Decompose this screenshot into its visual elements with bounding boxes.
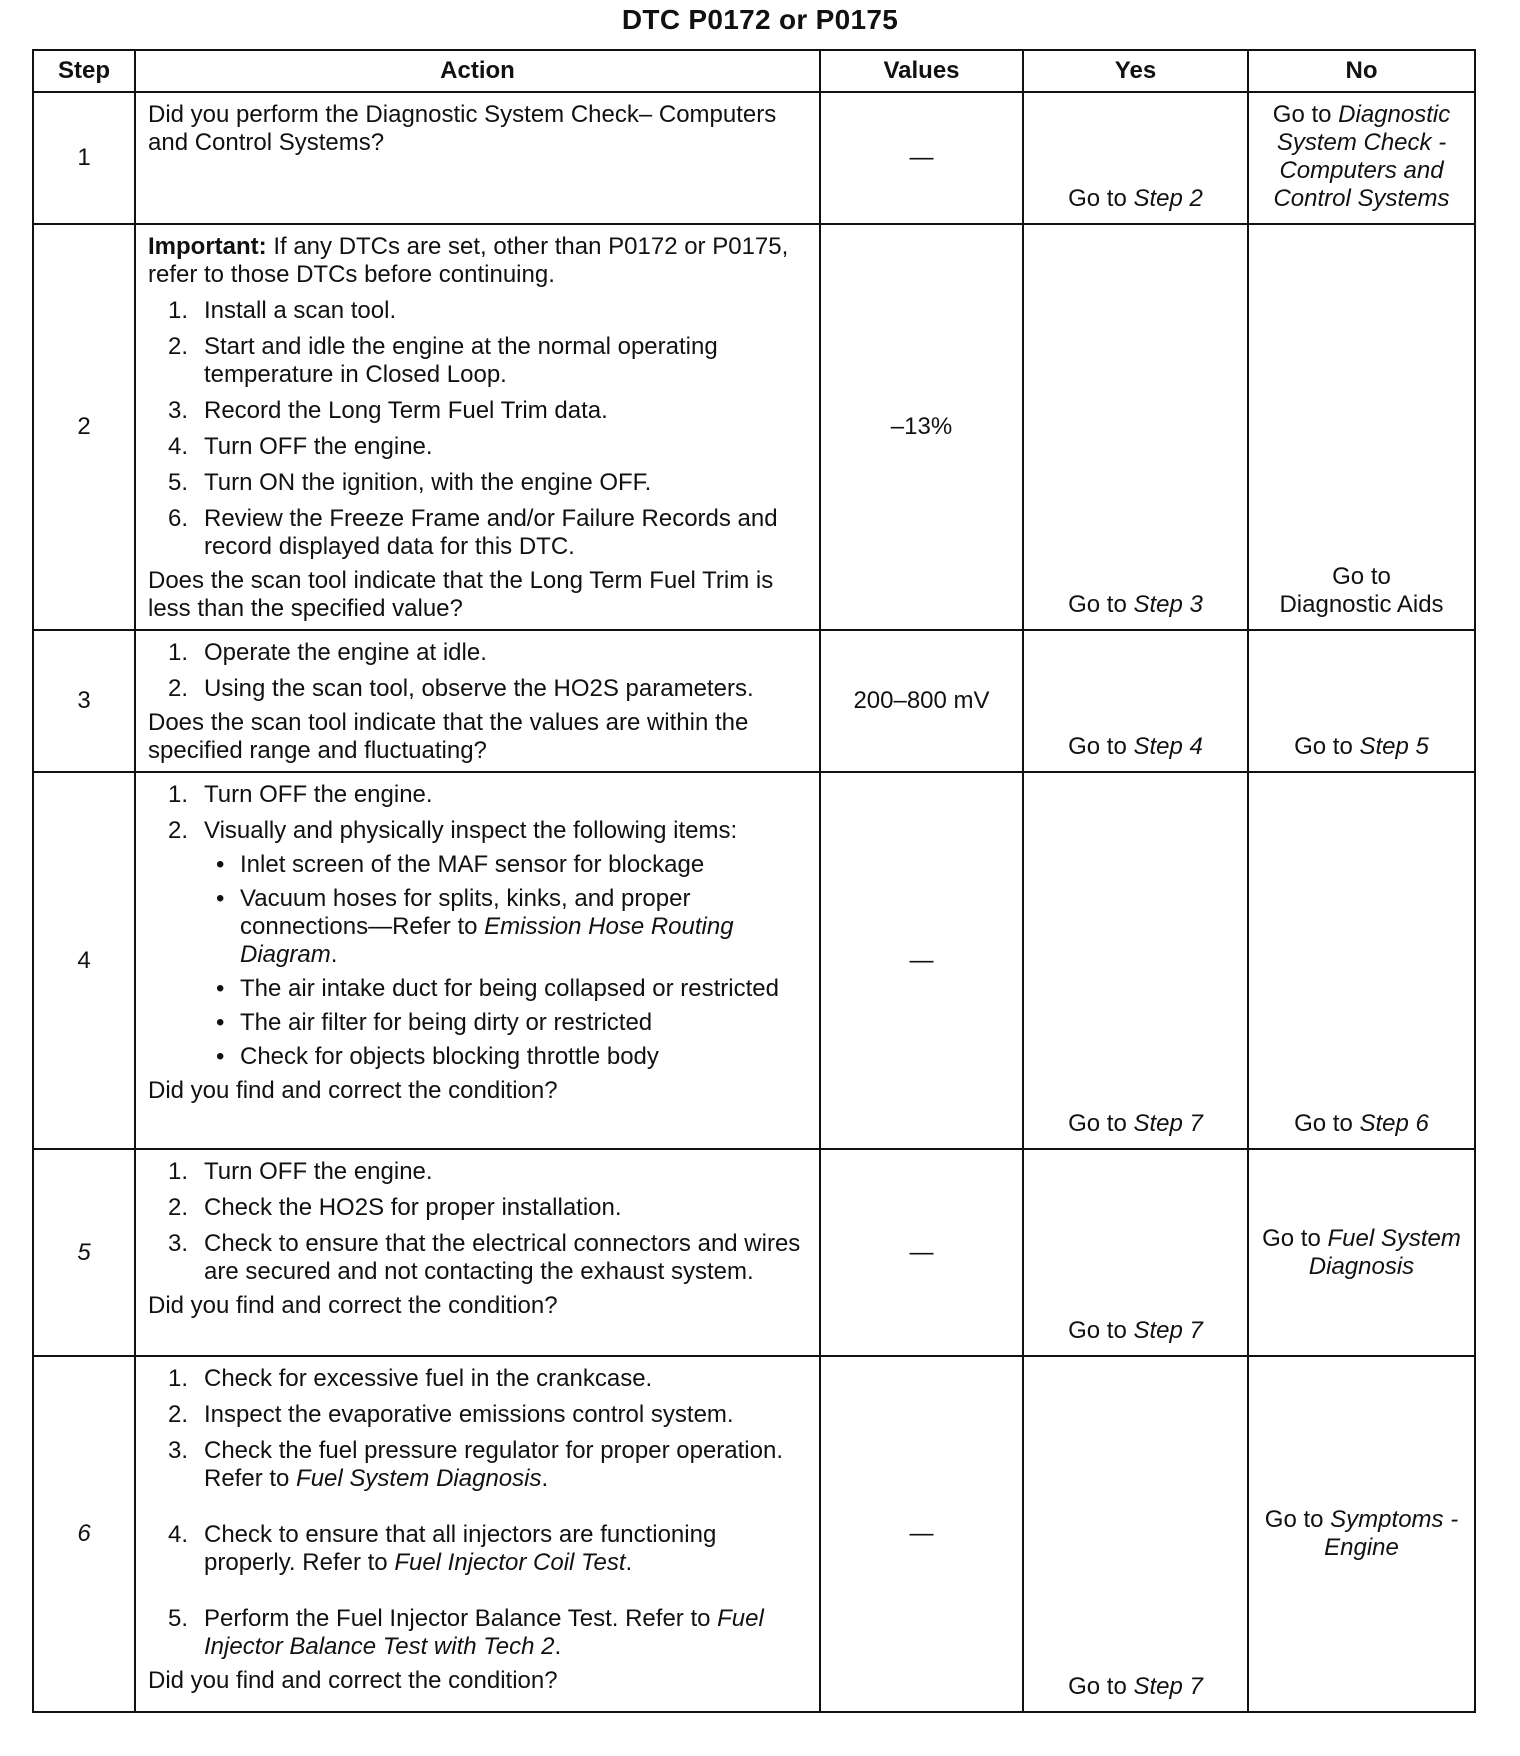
yes-link[interactable]: Step 7 bbox=[1133, 1317, 1203, 1344]
table-row bbox=[33, 224, 1475, 630]
no-link[interactable]: Diagnostic Aids bbox=[1279, 591, 1444, 618]
no-link[interactable]: Fuel System Diagnosis bbox=[1308, 1224, 1461, 1280]
no-line-1: Go to bbox=[1332, 563, 1391, 590]
list-text: Turn ON the ignition, with the engine OFF. bbox=[204, 469, 652, 496]
action-cell bbox=[135, 630, 820, 772]
yes-prefix: Go to bbox=[1068, 591, 1134, 618]
no-prefix: Go to bbox=[1294, 733, 1360, 760]
action-cell bbox=[135, 1356, 820, 1712]
no-prefix: Go to bbox=[1262, 1224, 1328, 1252]
bullet-text: The air intake duct for being collapsed or restricted bbox=[240, 975, 779, 1002]
action-question: Did you perform the Diagnostic System Check– Computers and Control Systems? bbox=[148, 101, 777, 156]
list-number: 4. bbox=[168, 433, 189, 460]
table-row bbox=[33, 1149, 1475, 1356]
procedure-list bbox=[148, 1365, 809, 1661]
list-text: Install a scan tool. bbox=[204, 297, 397, 324]
important-text: If any DTCs are set, other than P0172 or P0175, refer to those DTCs before continuing. bbox=[148, 233, 789, 288]
list-number: 2. bbox=[168, 1401, 189, 1428]
list-item bbox=[148, 433, 809, 461]
bullet-item: • The air filter for being dirty or restricted bbox=[216, 1009, 653, 1036]
step-number: 5 bbox=[33, 1149, 135, 1356]
no-prefix: Go to bbox=[1264, 1506, 1331, 1533]
procedure-list bbox=[148, 1158, 809, 1286]
yes-link[interactable]: Step 2 bbox=[1133, 185, 1203, 212]
list-number: 6. bbox=[168, 505, 189, 532]
action-question: Did you find and correct the condition? bbox=[148, 1667, 558, 1694]
bullet-text: Check for objects blocking throttle body bbox=[240, 1043, 659, 1070]
list-number: 5. bbox=[168, 1605, 189, 1632]
list-text: Check the HO2S for proper installation. bbox=[204, 1194, 622, 1221]
list-text-end: . bbox=[541, 1465, 549, 1492]
yes-prefix: Go to bbox=[1068, 185, 1134, 212]
step-number: 1 bbox=[33, 92, 135, 224]
list-item bbox=[148, 1158, 809, 1186]
yes-cell bbox=[1023, 1149, 1248, 1356]
list-link[interactable]: Fuel System Diagnosis bbox=[296, 1465, 542, 1492]
list-text-end: . bbox=[554, 1633, 562, 1660]
no-cell bbox=[1248, 630, 1475, 772]
action-cell bbox=[135, 772, 820, 1149]
list-number: 1. bbox=[168, 1365, 189, 1392]
list-item bbox=[148, 781, 809, 809]
value-cell: — bbox=[820, 92, 1023, 224]
list-number: 2. bbox=[168, 1194, 189, 1221]
no-prefix: Go to bbox=[1294, 1110, 1360, 1137]
bullet-text: Inlet screen of the MAF sensor for blockage bbox=[240, 851, 705, 878]
header-step: Step bbox=[33, 50, 135, 92]
action-question: Did you find and correct the condition? bbox=[148, 1292, 558, 1319]
bullet-item: • Inlet screen of the MAF sensor for blockage bbox=[216, 851, 705, 878]
list-item bbox=[148, 297, 809, 325]
bullet-text: The air filter for being dirty or restricted bbox=[240, 1009, 653, 1036]
list-number: 4. bbox=[168, 1521, 189, 1548]
table-row bbox=[33, 92, 1475, 224]
no-cell bbox=[1248, 92, 1475, 224]
bullet-item: • Check for objects blocking throttle body bbox=[216, 1043, 659, 1070]
list-item bbox=[148, 675, 809, 703]
action-cell bbox=[135, 224, 820, 630]
list-text: Check the fuel pressure regulator for proper operation. Refer to bbox=[204, 1437, 783, 1492]
no-cell bbox=[1248, 224, 1475, 630]
no-link[interactable]: Step 6 bbox=[1359, 1110, 1429, 1137]
list-number: 1. bbox=[168, 639, 189, 666]
procedure-list bbox=[148, 297, 809, 561]
page-title: DTC P0172 or P0175 bbox=[621, 4, 899, 35]
list-item bbox=[148, 639, 809, 667]
list-text: Perform the Fuel Injector Balance Test. Refer to bbox=[204, 1605, 718, 1632]
yes-prefix: Go to bbox=[1068, 1317, 1134, 1344]
list-number: 3. bbox=[168, 397, 189, 424]
yes-link[interactable]: Step 4 bbox=[1133, 733, 1203, 760]
yes-cell bbox=[1023, 224, 1248, 630]
diagnostic-table bbox=[32, 49, 1476, 1713]
yes-prefix: Go to bbox=[1068, 1673, 1134, 1700]
list-link[interactable]: Fuel Injector Coil Test bbox=[394, 1549, 626, 1576]
list-text: Inspect the evaporative emissions control system. bbox=[204, 1401, 734, 1428]
yes-link[interactable]: Step 7 bbox=[1133, 1673, 1203, 1700]
list-link[interactable]: Fuel Injector Balance Test with Tech 2 bbox=[204, 1605, 764, 1660]
yes-prefix: Go to bbox=[1068, 733, 1134, 760]
table-header-row bbox=[33, 50, 1475, 92]
header-action: Action bbox=[135, 50, 820, 92]
list-item bbox=[148, 469, 809, 497]
list-number: 1. bbox=[168, 781, 189, 808]
procedure-list bbox=[148, 639, 809, 703]
list-text: Check for excessive fuel in the crankcase. bbox=[204, 1365, 653, 1392]
list-item bbox=[148, 1437, 809, 1493]
list-number: 1. bbox=[168, 1158, 189, 1185]
value-cell: –13% bbox=[820, 224, 1023, 630]
no-link[interactable]: Symptoms - Engine bbox=[1324, 1506, 1459, 1561]
yes-cell bbox=[1023, 772, 1248, 1149]
list-item bbox=[148, 817, 809, 1071]
no-cell bbox=[1248, 1149, 1475, 1356]
list-item bbox=[148, 1521, 809, 1577]
list-item bbox=[148, 1194, 809, 1222]
header-yes: Yes bbox=[1023, 50, 1248, 92]
list-text: Check to ensure that the electrical connectors and wires are secured and not contacting the exhaust system. bbox=[204, 1230, 801, 1285]
important-note bbox=[148, 233, 809, 289]
no-cell bbox=[1248, 1356, 1475, 1712]
list-text: Turn OFF the engine. bbox=[204, 1158, 433, 1185]
list-item bbox=[148, 1365, 809, 1393]
yes-cell bbox=[1023, 630, 1248, 772]
yes-cell bbox=[1023, 1356, 1248, 1712]
list-text: Using the scan tool, observe the HO2S parameters. bbox=[204, 675, 754, 702]
yes-cell bbox=[1023, 92, 1248, 224]
action-question: Did you find and correct the condition? bbox=[148, 1077, 558, 1104]
no-link[interactable]: Diagnostic System Check - Computers and Control Systems bbox=[1273, 101, 1451, 212]
list-text: Review the Freeze Frame and/or Failure Records and record displayed data for this DTC. bbox=[204, 505, 778, 560]
value-cell: — bbox=[820, 772, 1023, 1149]
no-cell bbox=[1248, 772, 1475, 1149]
yes-link[interactable]: Step 3 bbox=[1133, 591, 1203, 618]
list-item bbox=[148, 1605, 809, 1661]
procedure-list bbox=[148, 781, 809, 1071]
list-text-end: . bbox=[625, 1549, 633, 1576]
list-item bbox=[148, 1401, 809, 1429]
list-item bbox=[148, 397, 809, 425]
step-number: 2 bbox=[33, 224, 135, 630]
header-no: No bbox=[1248, 50, 1475, 92]
list-text: Turn OFF the engine. bbox=[204, 781, 433, 808]
list-number: 2. bbox=[168, 675, 189, 702]
list-text: Start and idle the engine at the normal operating temperature in Closed Loop. bbox=[204, 333, 718, 388]
value-cell: — bbox=[820, 1356, 1023, 1712]
bullet-text: Vacuum hoses for splits, kinks, and proper connections—Refer to bbox=[240, 885, 691, 940]
table-row bbox=[33, 1356, 1475, 1712]
step-number: 3 bbox=[33, 630, 135, 772]
list-text: Visually and physically inspect the following items: bbox=[204, 817, 738, 844]
table-row bbox=[33, 630, 1475, 772]
inspection-list bbox=[204, 851, 809, 1071]
header-values: Values bbox=[820, 50, 1023, 92]
action-cell bbox=[135, 1149, 820, 1356]
list-text: Check to ensure that all injectors are functioning properly. Refer to bbox=[204, 1521, 717, 1576]
list-item bbox=[148, 333, 809, 389]
list-text: Record the Long Term Fuel Trim data. bbox=[204, 397, 608, 424]
table-row bbox=[33, 772, 1475, 1149]
value-cell: — bbox=[820, 1149, 1023, 1356]
step-number: 4 bbox=[33, 772, 135, 1149]
no-prefix: Go to bbox=[1272, 101, 1339, 128]
list-number: 3. bbox=[168, 1437, 189, 1464]
value-cell: 200–800 mV bbox=[820, 630, 1023, 772]
list-number: 2. bbox=[168, 817, 189, 844]
bullet-text-end: . bbox=[330, 941, 338, 968]
bullet-item: • Vacuum hoses for splits, kinks, and proper connections—Refer to Emission Hose Routing Diagram. bbox=[216, 885, 734, 968]
list-text: Operate the engine at idle. bbox=[204, 639, 487, 666]
bullet-link[interactable]: Emission Hose Routing Diagram bbox=[240, 913, 734, 968]
list-number: 5. bbox=[168, 469, 189, 496]
yes-link[interactable]: Step 7 bbox=[1133, 1110, 1203, 1137]
list-item bbox=[148, 505, 809, 561]
step-number: 6 bbox=[33, 1356, 135, 1712]
list-item bbox=[148, 1230, 809, 1286]
action-cell bbox=[135, 92, 820, 224]
no-link[interactable]: Step 5 bbox=[1359, 733, 1429, 760]
yes-prefix: Go to bbox=[1068, 1110, 1134, 1137]
list-number: 1. bbox=[168, 297, 189, 324]
bullet-item: • The air intake duct for being collapsed or restricted bbox=[216, 975, 779, 1002]
action-question: Does the scan tool indicate that the values are within the specified range and fluctuating? bbox=[148, 709, 749, 764]
list-number: 2. bbox=[168, 333, 189, 360]
list-number: 3. bbox=[168, 1230, 189, 1257]
action-question: Does the scan tool indicate that the Long Term Fuel Trim is less than the specified value? bbox=[148, 567, 774, 622]
important-label: Important: bbox=[148, 233, 267, 260]
list-text: Turn OFF the engine. bbox=[204, 433, 433, 460]
